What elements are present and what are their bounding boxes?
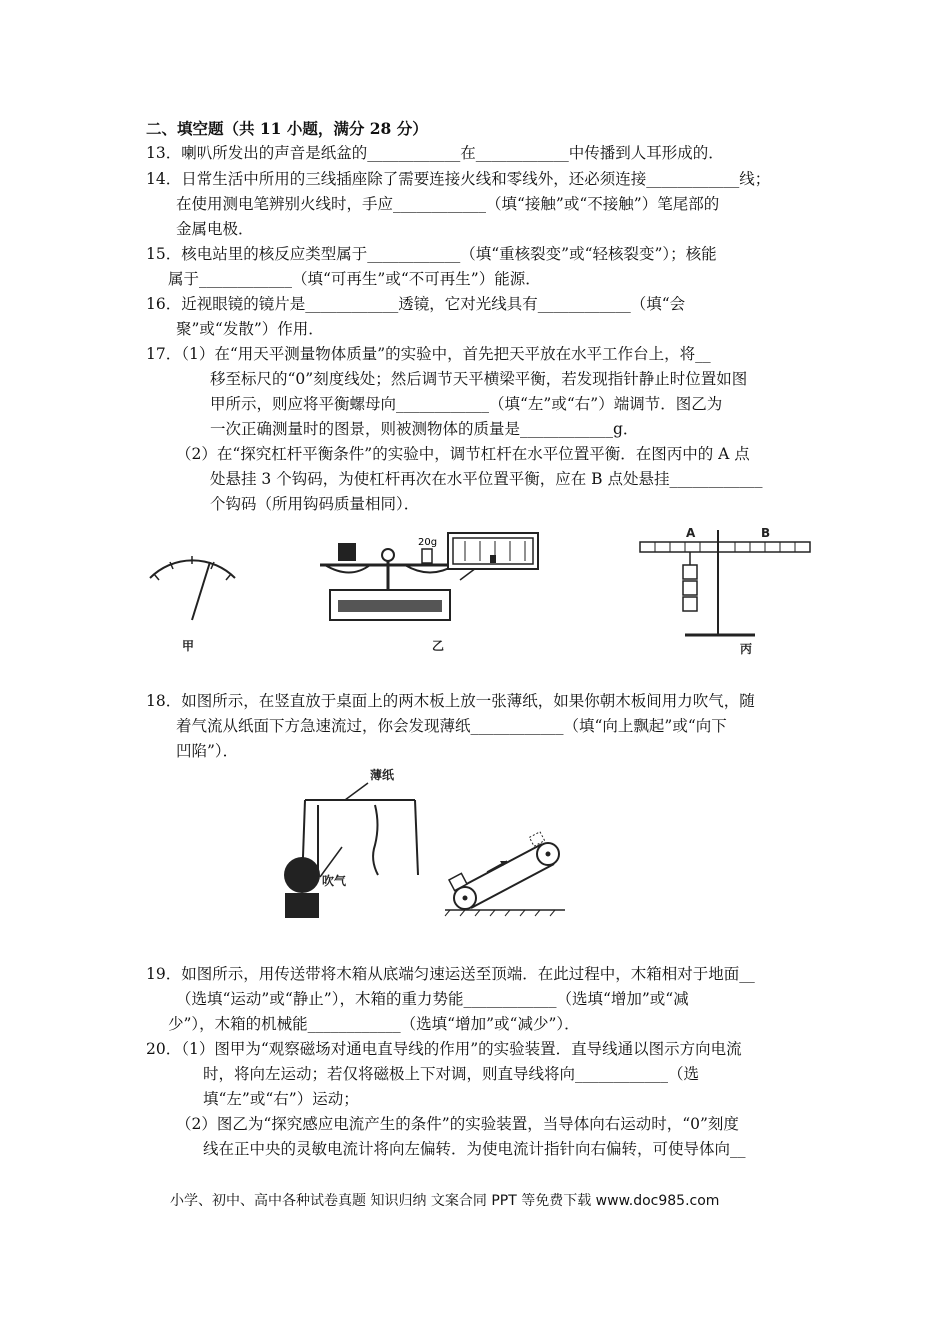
footer-text: 小学、初中、高中各种试卷真题 知识归纳 文案合同 PPT 等免费下载 www.doc985.com [170,1193,720,1209]
label-point-b: B [761,526,771,540]
question-16-line1: 16．近视眼镜的镜片是____________透镜，它对光线具有____________（填“会 [146,295,686,313]
figure-conveyor [445,830,570,920]
question-17-part2-line2: 处悬挂 3 个钩码，为使杠杆再次在水平位置平衡，应在 B 点处悬挂____________ [210,470,763,488]
question-14-line3: 金属电极． [176,220,254,238]
figure-yi-balance [310,525,570,660]
figure-jia-scale [140,540,250,660]
svg-text:薄纸: 薄纸 [370,768,395,782]
label-yi: 乙 [432,639,445,653]
label-jia: 甲 [182,639,195,653]
svg-text:20g: 20g [418,537,438,548]
question-17-line2: 移至标尺的“0”刻度线处；然后调节天平横梁平衡，若发现指针静止时位置如图 [210,370,748,388]
question-16-line2: 聚”或“发散”）作用． [176,320,324,338]
question-20-line1: 20．（1）图甲为“观察磁场对通电直导线的作用”的实验装置．直导线通以图示方向电流 [146,1040,742,1058]
question-19-line3: 少”），木箱的机械能____________（选填“增加”或“减少”）． [168,1015,580,1033]
question-15-line1: 15．核电站里的核反应类型属于____________（填“重核裂变”或“轻核裂变”）；核能 [146,245,717,263]
question-17-part2-line3: 个钩码（所用钩码质量相同）． [210,495,420,513]
question-17-line4: 一次正确测量时的图景，则被测物体的质量是____________g． [210,420,639,438]
svg-text:吹气: 吹气 [322,874,347,888]
question-20-part2-line2: 线在正中央的灵敏电流计将向左偏转．为使电流计指针向右偏转，可使导体向__ [203,1140,746,1158]
question-19-line2: （选填“运动”或“静止”），木箱的重力势能____________（选填“增加”或“减 [176,990,689,1008]
label-point-a: A [686,526,696,540]
question-18-line3: 凹陷”）． [176,742,239,760]
question-17-part2-line1: （2）在“探究杠杆平衡条件”的实验中，调节杠杆在水平位置平衡．在图丙中的 A 点 [176,445,750,463]
question-15-line2: 属于____________（填“可再生”或“不可再生”）能源． [168,270,541,288]
figure-paper-boards [280,765,430,925]
question-18-line2: 着气流从纸面下方急速流过，你会发现薄纸____________（填“向上飘起”或“向下 [176,717,727,735]
question-20-line2: 时，将向左运动；若仅将磁极上下对调，则直导线将向____________（选 [203,1065,700,1083]
question-17-line3: 甲所示，则应将平衡螺母向____________（填“左”或“右”）端调节．图乙为 [210,395,723,413]
question-14-line1: 14．日常生活中所用的三线插座除了需要连接火线和零线外，还必须连接____________线； [146,170,771,188]
section-title: 二、填空题（共 11 小题，满分 28 分） [146,119,428,138]
question-20-part2-line1: （2）图乙为“探究感应电流产生的条件”的实验装置，当导体向右运动时，“0”刻度 [176,1115,739,1133]
question-19-line1: 19．如图所示，用传送带将木箱从底端匀速运送至顶端．在此过程中，木箱相对于地面__ [146,965,755,983]
question-14-line2: 在使用测电笔辨别火线时，手应____________（填“接触”或“不接触”）笔尾部的 [176,195,720,213]
figure-bing-lever [635,525,815,660]
question-17-line1: 17．（1）在“用天平测量物体质量”的实验中，首先把天平放在水平工作台上，将__ [146,345,711,363]
question-13: 13．喇叭所发出的声音是纸盆的____________在____________中传播到人耳形成的． [146,144,724,162]
question-20-line3: 填“左”或“右”）运动； [203,1090,359,1108]
label-bing: 丙 [740,642,753,656]
question-18-line1: 18．如图所示，在竖直放于桌面上的两木板上放一张薄纸，如果你朝木板间用力吹气，随 [146,692,755,710]
